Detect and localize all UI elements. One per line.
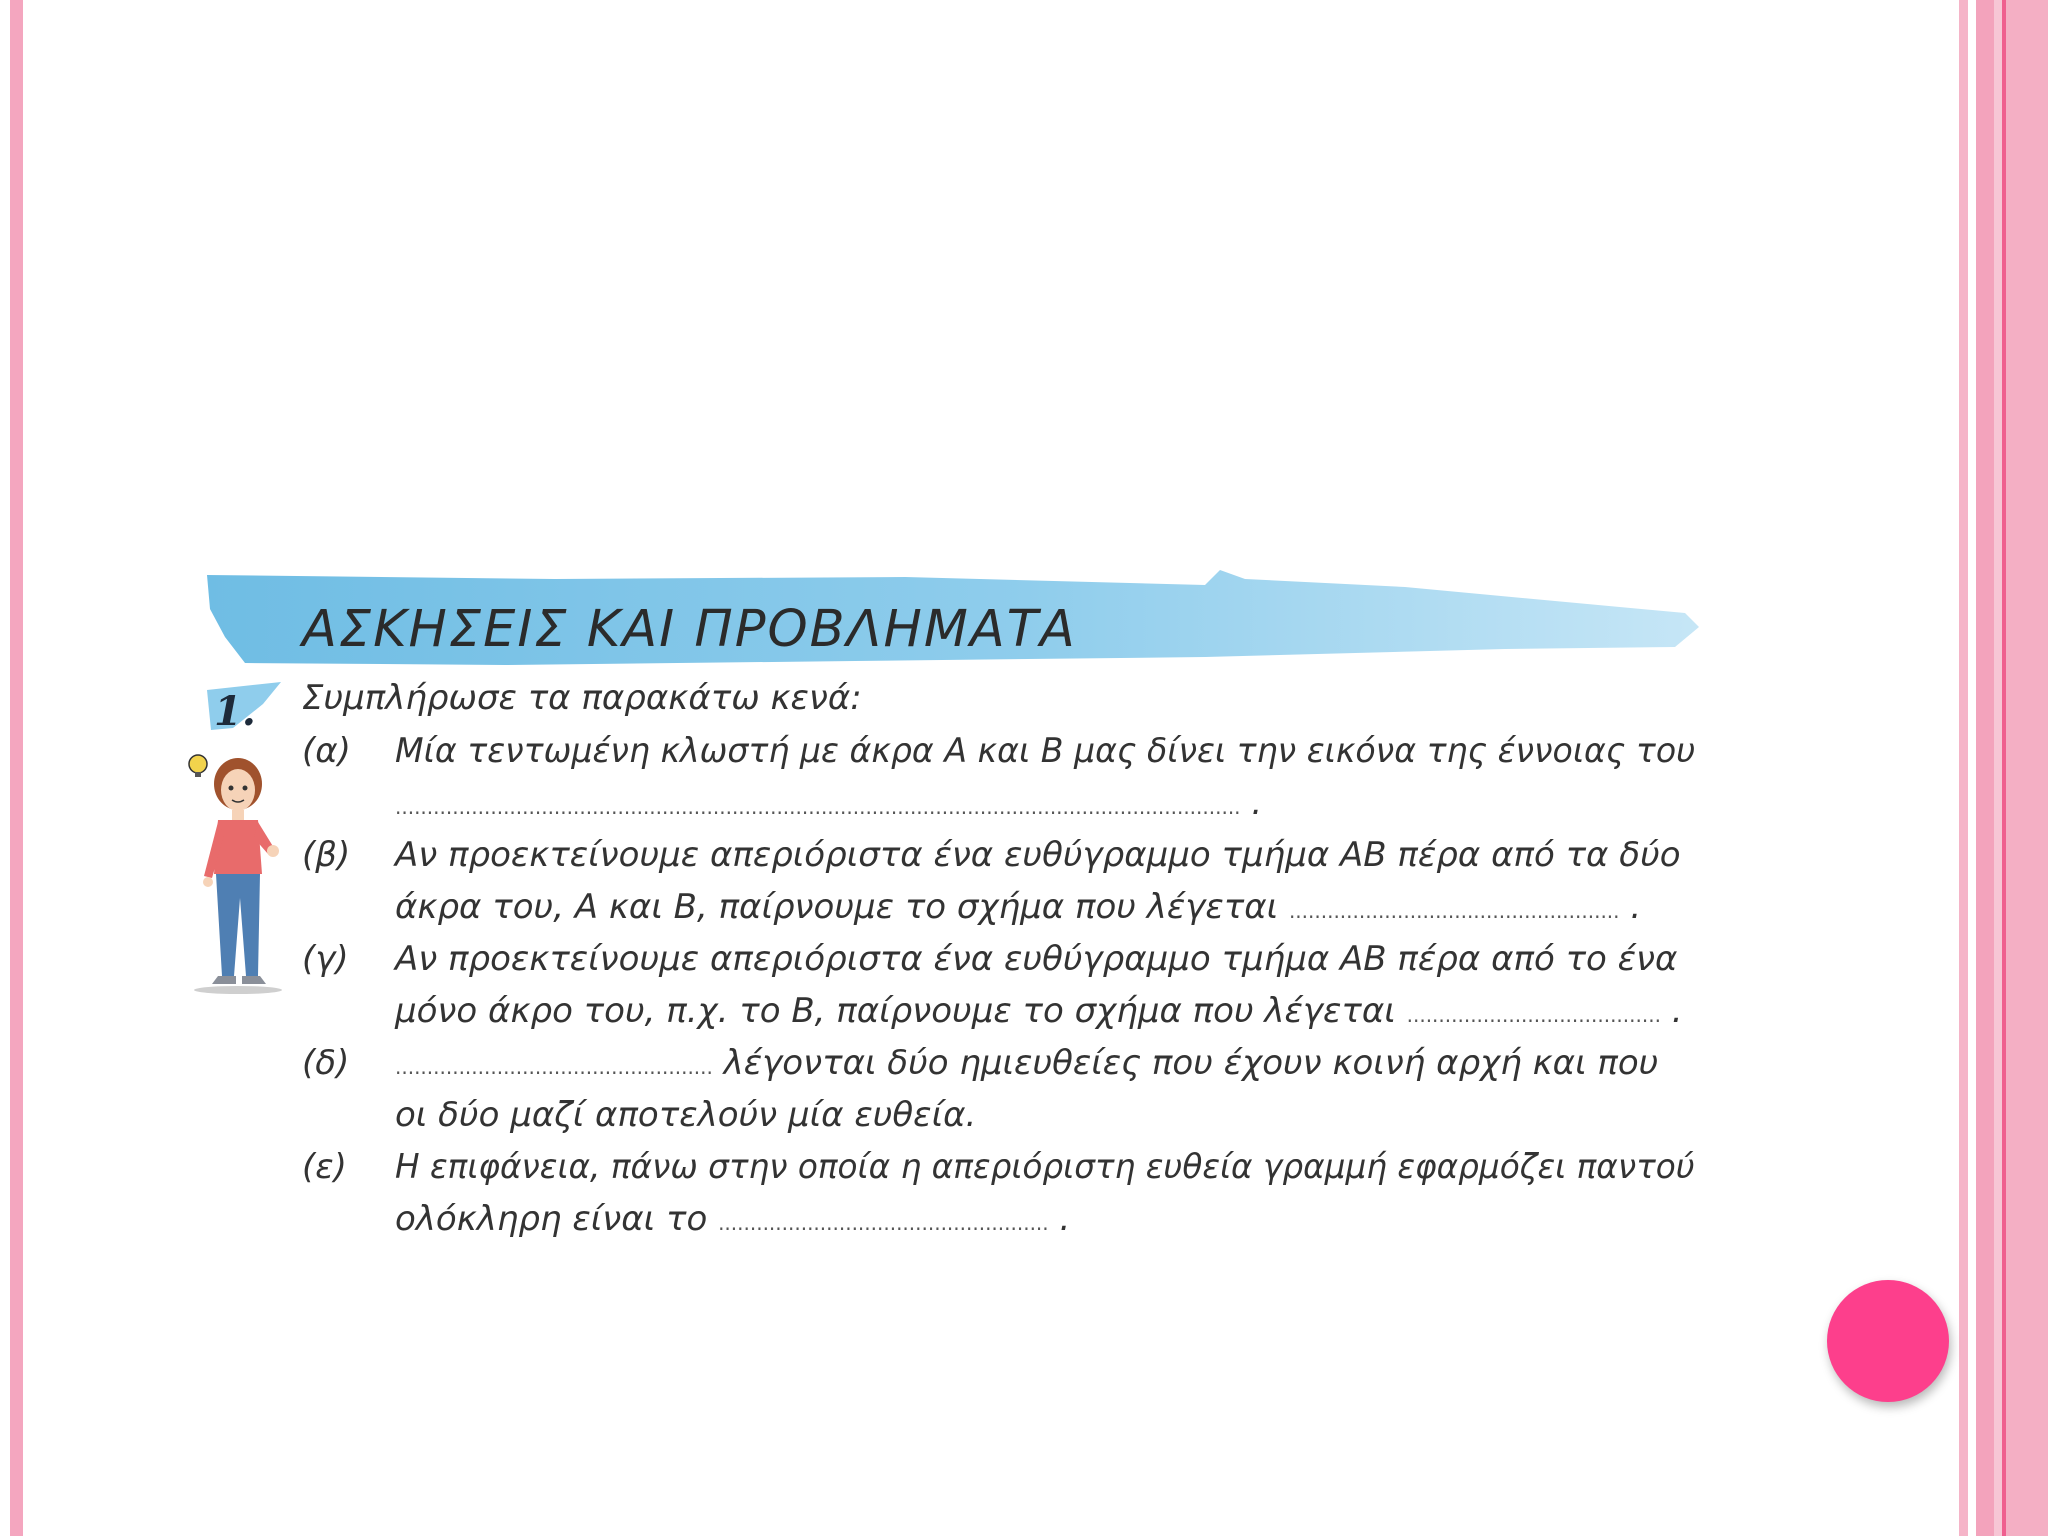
fill-in-blank[interactable]: .................................................... [718, 1211, 1049, 1235]
right-border-stripe [1959, 0, 1968, 1536]
fill-in-blank[interactable]: ........................................ [1406, 1003, 1661, 1027]
line-text: Η επιφάνεια, πάνω στην οποία η απεριόριστη ευθεία γραμμή εφαρμόζει παντού [395, 1147, 1695, 1187]
exercise-instruction: Συμπλήρωσε τα παρακάτω κενά: [302, 678, 862, 718]
right-border-stripe [1976, 0, 1994, 1536]
item-line [395, 1095, 976, 1135]
item-line [395, 731, 1695, 771]
item-label: (γ) [302, 939, 349, 979]
right-border-stripe [2006, 0, 2048, 1536]
fill-in-blank[interactable]: ..................................................................................................................................... [395, 795, 1241, 819]
item-line [395, 991, 1683, 1031]
item-label: (ε) [302, 1147, 347, 1187]
item-label: (β) [302, 835, 351, 875]
right-border-stripe [1994, 0, 2002, 1536]
line-after: . [1240, 783, 1263, 823]
item-line [395, 1147, 1695, 1187]
left-border-stripe [10, 0, 23, 1536]
item-line [395, 783, 1262, 823]
item-line [395, 887, 1641, 927]
exercise-number: 1. [214, 688, 256, 735]
line-text: άκρα του, Α και Β, παίρνουμε το σχήμα που λέγεται [395, 887, 1289, 927]
item-line [395, 1043, 1658, 1083]
line-text: ολόκληρη είναι το [395, 1199, 719, 1239]
item-label: (α) [302, 731, 351, 771]
line-text: μόνο άκρο του, π.χ. το Β, παίρνουμε το σχήμα που λέγεται [395, 991, 1407, 1031]
line-after: . [1619, 887, 1642, 927]
item-line [395, 1199, 1070, 1239]
page-title: ΑΣΚΗΣΕΙΣ ΚΑΙ ΠΡΟΒΛΗΜΑΤΑ [302, 600, 1077, 659]
line-text: Μία τεντωμένη κλωστή με άκρα Α και Β μας δίνει την εικόνα της έννοιας του [395, 731, 1696, 771]
line-after: λέγονται δύο ημιευθείες που έχουν κοινή αρχή και που [712, 1043, 1659, 1083]
line-text: Αν προεκτείνουμε απεριόριστα ένα ευθύγραμμο τμήμα ΑΒ πέρα από τα δύο [395, 835, 1681, 875]
fill-in-blank[interactable]: .................................................... [1288, 899, 1620, 923]
fill-in-blank[interactable]: .................................................. [395, 1055, 713, 1079]
girl-illustration [178, 748, 288, 998]
pink-circle-decoration [1827, 1280, 1949, 1402]
item-line [395, 939, 1677, 979]
line-text: οι δύο μαζί αποτελούν μία ευθεία. [395, 1095, 977, 1135]
line-text: Αν προεκτείνουμε απεριόριστα ένα ευθύγραμμο τμήμα ΑΒ πέρα από το ένα [395, 939, 1678, 979]
item-line [395, 835, 1681, 875]
line-after: . [1048, 1199, 1071, 1239]
item-label: (δ) [302, 1043, 350, 1083]
line-after: . [1660, 991, 1683, 1031]
